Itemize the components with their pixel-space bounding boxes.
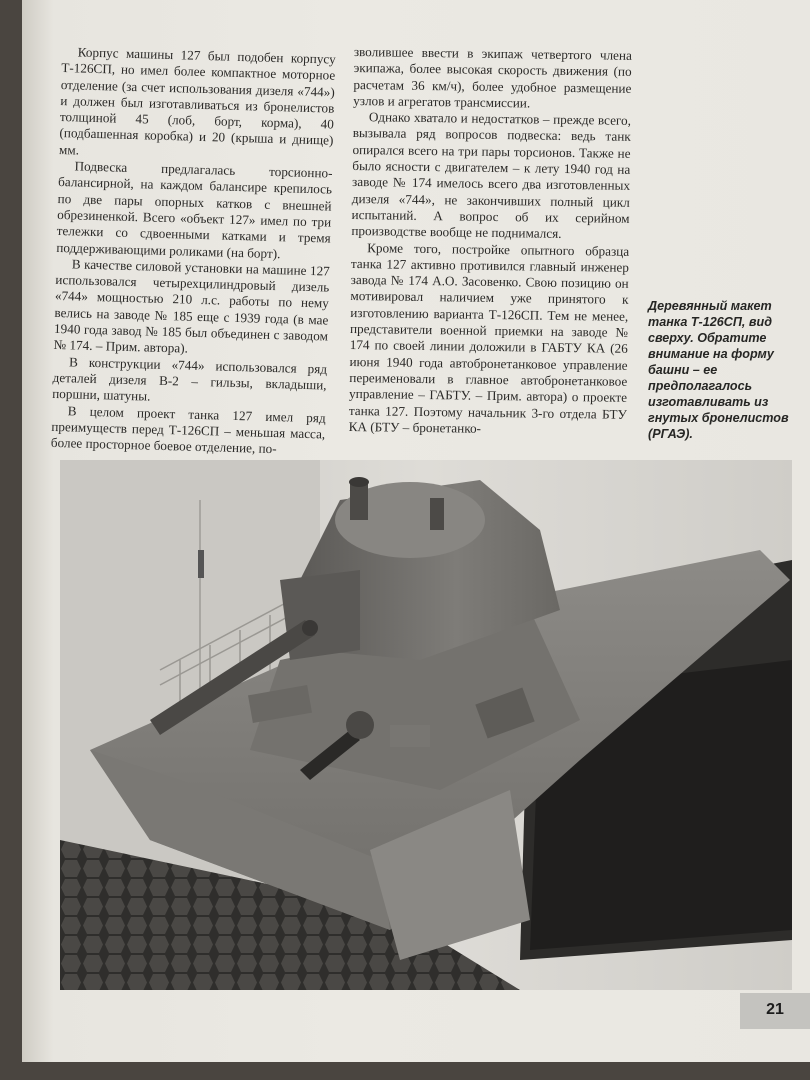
paragraph: Корпус машины 127 был подобен корпусу Т-126СП, но имел более компактное моторное отделение (за счет использования дизеля «744») и должен был изготавливаться из бронелистов толщиной 45 (лоб, борт, корма), 40 (подбашенная коробка) и 20 (крыша и днище) мм. — [58, 44, 336, 158]
text-column-left — [51, 44, 336, 459]
paragraph: зволившее ввести в экипаж четвертого члена экипажа, более высокая скорость движения (по расчетам 36 км/ч), более удобное размещение узлов и агрегатов трансмиссии. — [353, 44, 632, 111]
paragraph: Кроме того, постройке опытного образца танка 127 активно противился главный инженер завода № 174 А.О. Засовенко. Свою позицию он мотивировал наличием уже принятого к изготовлению варианта Т-126СП. Тем не менее, представители военной приемки на заводе № 174 по своей линии доложили в ГАБТУ КА (26 июня 1940 года автобронетанковое управление переименовали в главное автобронетанковое управление – ГАБТУ. – Прим. автора) о проекте танка 127. Поэтому начальник 3-го отдела БТУ КА (БТУ – бронетанко- — [348, 239, 630, 436]
text-column-right — [349, 44, 632, 439]
photo-caption: Деревянный макет танка Т-126СП, вид сверху. Обратите внимание на форму башни – ее предполагалось изготавливать из гнутых бронелистов (РГАЭ). — [648, 299, 789, 441]
paragraph: Подвеска предлагалась торсионно-балансирной, на каждом балансире крепилось по две пары опорных катков с внешней обрезиненкой. Всего «объект 127» имел по три тележки со сдвоенными катками и тремя поддерживающими роликами (на борт). — [56, 158, 333, 261]
tank-mockup-photo — [60, 460, 792, 990]
paragraph: В качестве силовой установки на машине 127 использовался четырехцилиндровый дизель «744» мощностью 210 л.с. работы по нему велись на заводе № 185 еще с 1939 года (в мае 1940 года завод № 185 был объединен с заводом № 174. – Прим. автора). — [53, 256, 330, 356]
book-page — [22, 0, 810, 1062]
paragraph: В конструкции «744» использовался ряд деталей дизеля В-2 – гильзы, вкладыши, поршни, шатуны. — [52, 353, 328, 404]
page-number-box — [740, 993, 810, 1029]
page-number: 21 — [766, 1001, 784, 1018]
paragraph: Однако хватало и недостатков – прежде всего, вызывала ряд вопросов подвеска: ведь танк опирался всего на три пары торсионов. Также не было ясности с двигателем – к лету 1940 год на заводе № 174 имелось всего два изготовленных дизеля «744», не закончивших полный цикл испытаний. А вопрос об их серийном производстве вообще не поднимался. — [351, 109, 632, 242]
paragraph: В целом проект танка 127 имел ряд преимуществ перед Т-126СП – меньшая масса, более просторное боевое отделение, по- — [50, 402, 326, 457]
